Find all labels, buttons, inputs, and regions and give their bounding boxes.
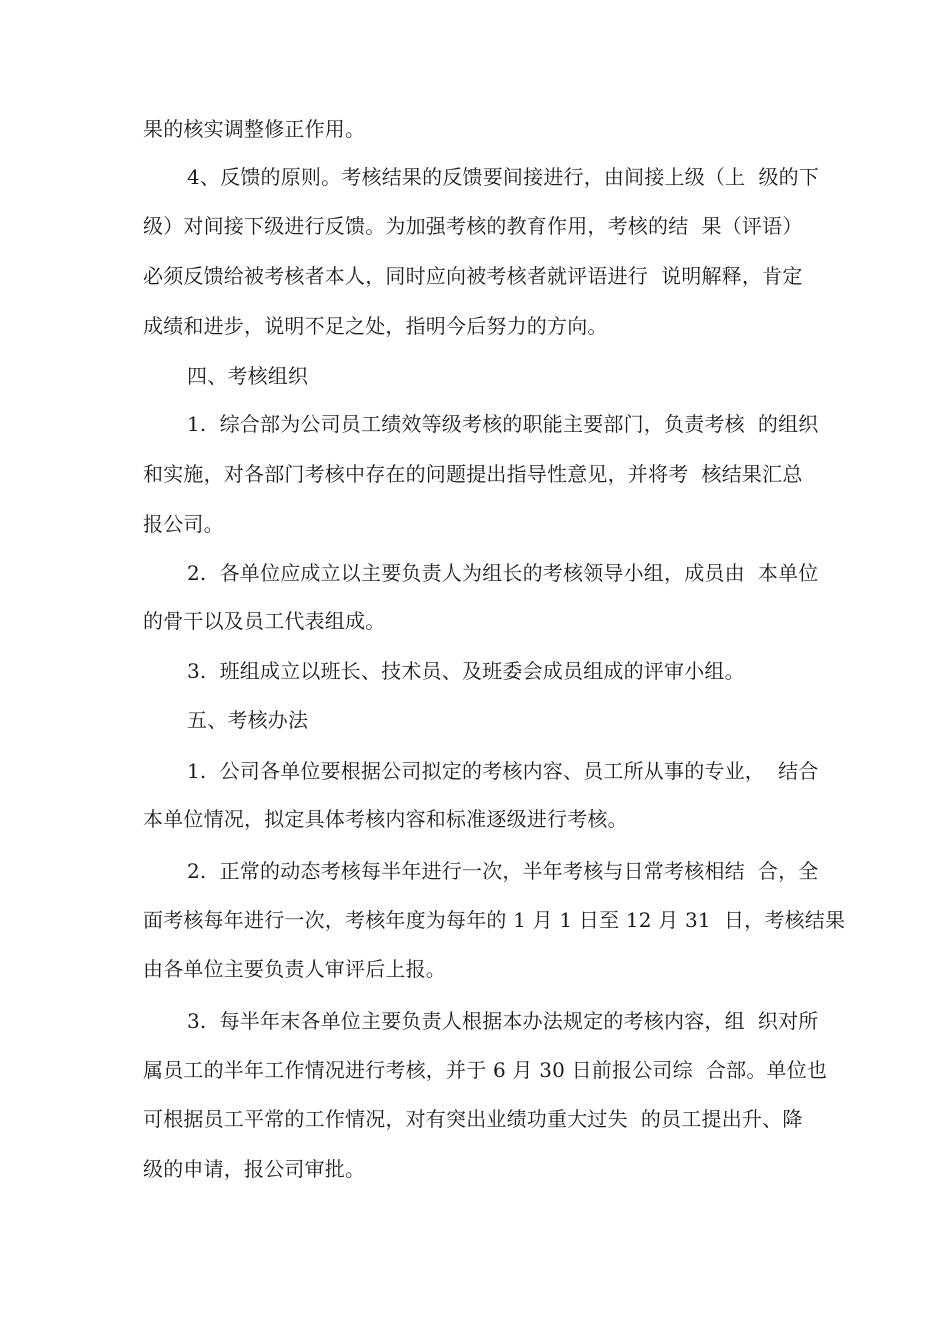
paragraph-line: 1. 综合部为公司员工绩效等级考核的职能主要部门，负责考核 的组织 [187, 412, 819, 436]
paragraph-line: 3. 每半年末各单位主要负责人根据本办法规定的考核内容，组 织对所 [187, 1009, 819, 1033]
paragraph-line: 级的申请，报公司审批。 [143, 1157, 366, 1181]
paragraph-line: 可根据员工平常的工作情况，对有突出业绩功重大过失 的员工提出升、降 [143, 1107, 803, 1131]
paragraph-line: 2. 各单位应成立以主要负责人为组长的考核领导小组，成员由 本单位 [187, 561, 819, 585]
paragraph-line: 属员工的半年工作情况进行考核，并于 6 月 30 日前报公司综 合部。单位也 [143, 1058, 828, 1082]
paragraph-line: 成绩和进步，说明不足之处，指明今后努力的方向。 [143, 314, 608, 338]
paragraph-line: 必须反馈给被考核者本人，同时应向被考核者就评语进行 说明解释，肯定 [143, 264, 803, 288]
paragraph-line: 本单位情况，拟定具体考核内容和标准逐级进行考核。 [143, 807, 628, 831]
paragraph-line: 3. 班组成立以班长、技术员、及班委会成员组成的评审小组。 [187, 659, 745, 683]
section-heading: 五、考核办法 [187, 708, 309, 732]
paragraph-line: 2. 正常的动态考核每半年进行一次，半年考核与日常考核相结 合，全 [187, 859, 819, 883]
paragraph-line: 4、反馈的原则。考核结果的反馈要间接进行，由间接上级（上 级的下 [187, 165, 820, 189]
paragraph-line: 由各单位主要负责人审评后上报。 [143, 957, 446, 981]
paragraph-line: 面考核每年进行一次，考核年度为每年的 1 月 1 日至 12 月 31 日，考核结果 [143, 908, 846, 932]
paragraph-line: 报公司。 [143, 512, 224, 536]
section-heading: 四、考核组织 [187, 364, 309, 388]
paragraph-line: 果的核实调整修正作用。 [143, 117, 366, 141]
paragraph-line: 和实施，对各部门考核中存在的问题提出指导性意见，并将考 核结果汇总 [143, 462, 803, 486]
paragraph-line: 1. 公司各单位要根据公司拟定的考核内容、员工所从事的专业， 结合 [187, 759, 819, 783]
paragraph-line: 级）对间接下级进行反馈。为加强考核的教育作用，考核的结 果（评语） [143, 214, 803, 238]
paragraph-line: 的骨干以及员工代表组成。 [143, 609, 386, 633]
